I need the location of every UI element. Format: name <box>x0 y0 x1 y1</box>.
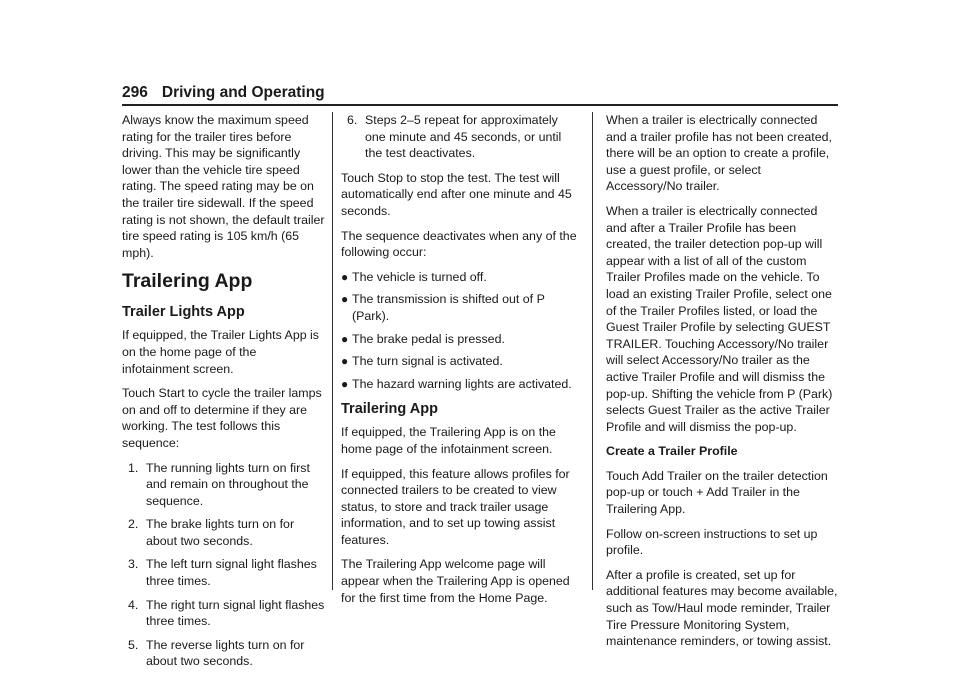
bullet-icon: ● <box>341 292 349 307</box>
step-number: 4. <box>128 597 139 612</box>
test-sequence-list <box>122 460 325 671</box>
list-item <box>122 460 325 510</box>
trailering-app-paragraph-3: The Trailering App welcome page will appear when the Trailering App is opened for the first time from the Home Page. <box>341 557 570 605</box>
bullet-icon: ● <box>341 376 349 391</box>
step-number: 5. <box>128 637 139 652</box>
list-item <box>341 291 581 324</box>
profile-paragraph-5: After a profile is created, set up for additional features may become available, such as Tow/Haul mode reminder, Trailer Tire Pressure Monitoring System, maintenance reminders, or towing assist. <box>606 567 838 649</box>
list-item <box>341 376 581 393</box>
create-profile-label: Create a Trailer Profile <box>606 444 738 459</box>
list-item <box>341 112 581 162</box>
column-divider-2 <box>592 112 593 590</box>
step-number: 3. <box>128 557 139 572</box>
step-number: 6. <box>347 113 358 127</box>
step-text: The running lights turn on first and remain on throughout the sequence. <box>146 460 310 508</box>
step-text: Steps 2–5 repeat for approximately one minute and 45 seconds, or until the test deactivates. <box>365 113 562 161</box>
profile-paragraph-3: Touch Add Trailer on the trailer detection pop-up or touch + Add Trailer in the Trailering App. <box>606 468 828 517</box>
trailering-app-subheading: Trailering App <box>341 401 438 418</box>
step-text: The brake lights turn on for about two seconds. <box>146 517 295 548</box>
list-item <box>122 597 325 630</box>
page-header <box>122 82 838 106</box>
trailer-lights-app-heading: Trailer Lights App <box>122 304 245 321</box>
bullet-text: The transmission is shifted out of P (Park). <box>352 292 545 323</box>
profile-paragraph-4: Follow on-screen instructions to set up profile. <box>606 526 818 558</box>
deactivation-paragraph: The sequence deactivates when any of the following occur: <box>341 228 577 260</box>
list-item <box>341 331 581 348</box>
list-item <box>122 637 325 670</box>
trailer-lights-paragraph-1: If equipped, the Trailer Lights App is on the home page of the infotainment screen. <box>122 328 319 376</box>
list-item <box>122 516 325 549</box>
bullet-text: The hazard warning lights are activated. <box>352 376 572 391</box>
section-title: Driving and Operating <box>161 84 325 101</box>
list-item <box>341 353 581 370</box>
trailering-app-paragraph-2: If equipped, this feature allows profiles for connected trailers to be created to view status, to store and track trailer usage information, and to set up towing assist features. <box>341 466 570 547</box>
bullet-icon: ● <box>341 269 349 284</box>
step-number: 2. <box>128 517 139 532</box>
test-sequence-list-continued <box>341 112 581 162</box>
profile-paragraph-2: When a trailer is electrically connected and after a Trailer Profile has been created, the trailer detection pop-up will appear with a list of all of the custom Trailer Profiles made on the vehicle. To load an existing Trailer Profile, select one of the Trailer Profiles listed, or load the Guest Trailer Profile by selecting GUEST TRAILER. Touching Accessory/No trailer will select Accessory/No trailer as the active Trailer Profile and will dismiss the pop-up. Shifting the vehicle from P (Park) selects Guest Trailer as the active Trailer Profile and will dismiss the pop-up. <box>606 203 833 434</box>
deactivation-list <box>341 269 581 393</box>
tire-speed-paragraph: Always know the maximum speed rating for the trailer tires before driving. This may be significantly lower than the vehicle tire speed rating. The speed rating may be on the trailer tire sidewall. If the speed rating is not shown, the default trailer tire speed rating is 105 km/h (65 mph). <box>122 113 325 260</box>
bullet-text: The brake pedal is pressed. <box>352 331 505 346</box>
column-middle <box>341 112 581 614</box>
trailer-lights-paragraph-2: Touch Start to cycle the trailer lamps on and off to determine if they are working. The test follows this sequence: <box>122 386 322 450</box>
column-right <box>606 112 840 658</box>
list-item <box>122 556 325 589</box>
step-text: The left turn signal light flashes three times. <box>146 557 317 589</box>
list-item <box>341 269 581 286</box>
bullet-text: The turn signal is activated. <box>352 354 503 369</box>
profile-paragraph-1: When a trailer is electrically connected and a trailer profile has not been created, there will be an option to create a profile, use a guest profile, or select Accessory/No trailer. <box>606 113 832 194</box>
step-text: The right turn signal light flashes three times. <box>146 597 325 629</box>
bullet-text: The vehicle is turned off. <box>352 269 487 284</box>
column-left <box>122 112 325 678</box>
step-number: 1. <box>128 460 139 475</box>
step-text: The reverse lights turn on for about two seconds. <box>146 637 305 669</box>
column-divider-1 <box>332 112 333 590</box>
trailering-app-paragraph-1: If equipped, the Trailering App is on the home page of the infotainment screen. <box>341 425 556 456</box>
bullet-icon: ● <box>341 354 349 369</box>
bullet-icon: ● <box>341 331 349 346</box>
trailering-app-heading: Trailering App <box>122 270 253 293</box>
page-number: 296 <box>122 84 148 101</box>
stop-test-paragraph: Touch Stop to stop the test. The test will automatically end after one minute and 45 seconds. <box>341 170 572 218</box>
